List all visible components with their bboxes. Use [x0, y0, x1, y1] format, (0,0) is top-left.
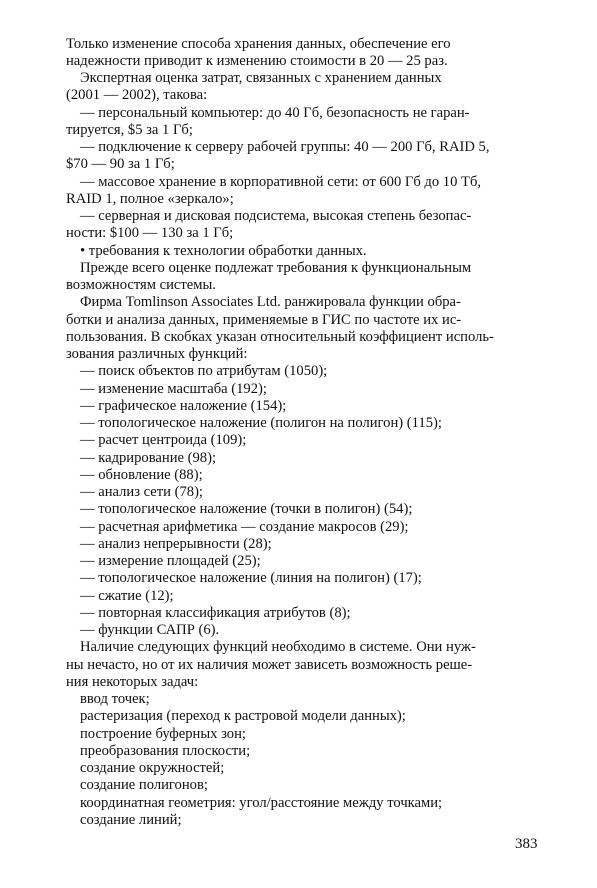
text-line: создание линий; — [80, 812, 182, 828]
text-line: $70 — 90 за 1 Гб; — [66, 156, 175, 172]
text-line: зования различных функций: — [66, 346, 248, 362]
text-line: ввод точек; — [80, 691, 150, 707]
text-line: — повторная классификация атрибутов (8); — [80, 605, 351, 621]
text-line: — изменение масштаба (192); — [80, 381, 267, 397]
page-number: 383 — [515, 836, 538, 852]
text-line: ботки и анализа данных, применяемые в ГИС по частоте их ис- — [66, 312, 462, 328]
text-line: — расчетная арифметика — создание макросов (29); — [80, 519, 409, 535]
text-line: ности: $100 — 130 за 1 Гб; — [66, 225, 234, 241]
text-line: — кадрирование (98); — [80, 450, 217, 466]
text-line: — массовое хранение в корпоративной сети: от 600 Гб до 10 Тб, — [80, 174, 482, 190]
text-line: Прежде всего оценке подлежат требования к функциональным — [80, 260, 472, 276]
text-line: — обновление (88); — [80, 467, 203, 483]
text-line: надежности приводит к изменению стоимости в 20 — 25 раз. — [66, 53, 448, 69]
text-line: — сжатие (12); — [80, 588, 174, 604]
text-line: — подключение к серверу рабочей группы: 40 — 200 Гб, RAID 5, — [80, 139, 490, 155]
text-line: возможностям системы. — [66, 277, 216, 293]
text-line: Наличие следующих функций необходимо в системе. Они нуж- — [80, 639, 476, 655]
text-line: создание окружностей; — [80, 760, 225, 776]
text-line: координатная геометрия: угол/расстояние между точками; — [80, 795, 443, 811]
text-line: — серверная и дисковая подсистема, высокая степень безопас- — [80, 208, 472, 224]
text-line: — измерение площадей (25); — [80, 553, 261, 569]
text-line: — функции САПР (6). — [80, 622, 220, 638]
text-line: RAID 1, полное «зеркало»; — [66, 191, 234, 207]
text-line: — топологическое наложение (точки в полигон) (54); — [80, 501, 413, 517]
text-line: преобразования плоскости; — [80, 743, 251, 759]
text-line: — топологическое наложение (полигон на полигон) (115); — [80, 415, 442, 431]
text-line: Фирма Tomlinson Associates Ltd. ранжировала функции обра- — [80, 294, 461, 310]
text-line: ния некоторых задач: — [66, 674, 199, 690]
text-line: — персональный компьютер: до 40 Гб, безопасность не гаран- — [80, 105, 470, 121]
text-line: ны нечасто, но от их наличия может зависеть возможность реше- — [66, 657, 473, 673]
text-line: построение буферных зон; — [80, 726, 246, 742]
text-line: — расчет центроида (109); — [80, 432, 247, 448]
text-line: (2001 — 2002), такова: — [66, 87, 208, 103]
text-line: создание полигонов; — [80, 777, 208, 793]
text-line: растеризация (переход к растровой модели данных); — [80, 708, 406, 724]
text-line: — анализ непрерывности (28); — [80, 536, 272, 552]
text-line: — анализ сети (78); — [80, 484, 203, 500]
text-line: — топологическое наложение (линия на полигон) (17); — [80, 570, 422, 586]
text-line: Только изменение способа хранения данных, обеспечение его — [66, 36, 451, 52]
text-line: пользования. В скобках указан относительный коэффициент исполь- — [66, 329, 494, 345]
text-line: — графическое наложение (154); — [80, 398, 287, 414]
text-line: — поиск объектов по атрибутам (1050); — [80, 363, 328, 379]
text-line: тируется, $5 за 1 Гб; — [66, 122, 193, 138]
text-line: Экспертная оценка затрат, связанных с хранением данных — [80, 70, 442, 86]
text-line: • требования к технологии обработки данных. — [80, 243, 367, 259]
